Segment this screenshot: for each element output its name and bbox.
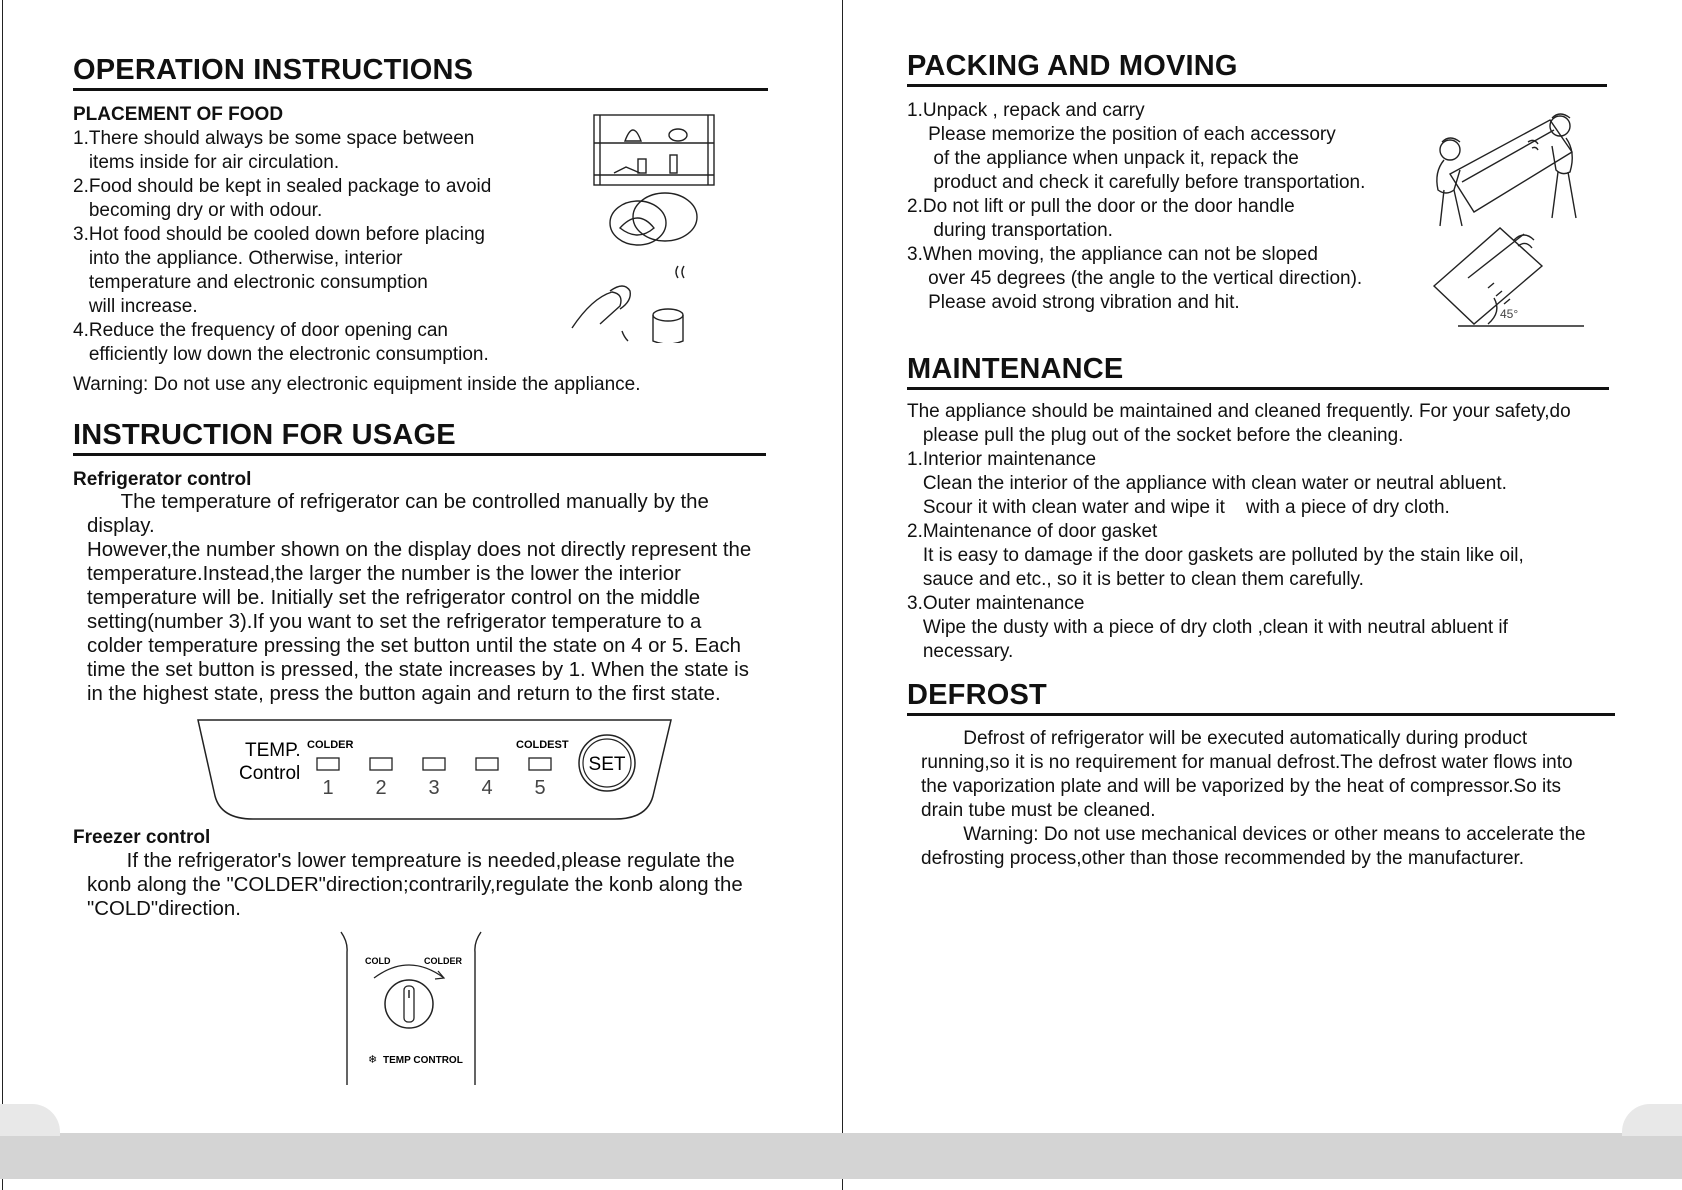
refrigerator-control-text — [87, 490, 751, 706]
knob-colder-label: COLDER — [424, 956, 462, 966]
footer-tab-right — [1622, 1104, 1682, 1136]
knob-cold-label: COLD — [365, 956, 391, 966]
maintenance-line: The appliance should be maintained and cleaned frequently. For your safety,do — [907, 401, 1571, 422]
packing-line: 2.Do not lift or pull the door or the door handle — [907, 196, 1295, 217]
defrost-heading: DEFROST — [907, 678, 1615, 716]
panel-number-2: 2 — [375, 777, 387, 799]
placement-line: will increase. — [73, 296, 198, 317]
maintenance-line: It is easy to damage if the door gaskets are polluted by the stain like oil, — [907, 545, 1524, 566]
placement-line: efficiently low down the electronic consumption. — [73, 344, 489, 365]
food-placement-illustration — [570, 113, 720, 343]
knob-dial — [385, 980, 433, 1028]
knob-panel-left-edge — [341, 932, 347, 1085]
panel-number-5: 5 — [534, 777, 546, 799]
panel-level-indicator-4 — [476, 758, 498, 770]
maintenance-line: necessary. — [907, 641, 1014, 662]
movers-carrying-fridge-illustration — [1432, 112, 1582, 232]
defrost-line: Defrost of refrigerator will be executed automatically during product — [921, 728, 1528, 749]
maintenance-heading: MAINTENANCE — [907, 352, 1609, 390]
placement-line: 3.Hot food should be cooled down before placing — [73, 224, 485, 245]
placement-line: into the appliance. Otherwise, interior — [73, 248, 403, 269]
placement-line: 2.Food should be kept in sealed package to avoid — [73, 176, 492, 197]
placement-list — [73, 127, 491, 367]
freezer-knob-diagram — [338, 930, 484, 1086]
maintenance-line: 1.Interior maintenance — [907, 449, 1097, 470]
panel-level-indicator-3 — [423, 758, 445, 770]
maintenance-line: sauce and etc., so it is better to clean them carefully. — [907, 569, 1364, 590]
placement-line: becoming dry or with odour. — [73, 200, 323, 221]
fridge-line: temperature.Instead,the larger the number is the lower the interior — [87, 563, 681, 585]
panel-level-indicator-2 — [370, 758, 392, 770]
panel-coldest-label: COLDEST — [516, 739, 569, 751]
freezer-line: If the refrigerator's lower tempreature is needed,please regulate the — [87, 850, 735, 872]
packing-line: 1.Unpack , repack and carry — [907, 100, 1145, 121]
packing-line: Please avoid strong vibration and hit. — [907, 292, 1240, 313]
defrost-text — [921, 727, 1586, 871]
packing-and-moving-heading: PACKING AND MOVING — [907, 49, 1607, 87]
placement-line: 1.There should always be some space between — [73, 128, 475, 149]
instruction-for-usage-heading: INSTRUCTION FOR USAGE — [73, 418, 766, 456]
center-fold-divider — [842, 0, 843, 1190]
defrost-line: the vaporization plate and will be vaporized by the heat of compressor.So its — [921, 776, 1562, 797]
panel-number-4: 4 — [481, 777, 493, 799]
placement-of-food-subheading: PLACEMENT OF FOOD — [73, 104, 284, 125]
maintenance-line: Scour it with clean water and wipe it with a piece of dry cloth. — [907, 497, 1450, 518]
packing-line: over 45 degrees (the angle to the vertical direction). — [907, 268, 1363, 289]
snowflake-icon: ❄ — [368, 1054, 378, 1066]
maintenance-line: Clean the interior of the appliance with clean water or neutral abluent. — [907, 473, 1507, 494]
defrost-line: running,so it is no requirement for manual defrost.The defrost water flows into — [921, 752, 1573, 773]
defrost-line: drain tube must be cleaned. — [921, 800, 1156, 821]
fridge-line: in the highest state, press the button again and return to the first state. — [87, 683, 721, 705]
footer-band — [0, 1133, 1682, 1179]
electronic-equipment-warning: Warning: Do not use any electronic equipment inside the appliance. — [73, 374, 641, 395]
set-button-label: SET — [588, 754, 626, 775]
freezer-control-subheading: Freezer control — [73, 827, 211, 848]
packing-line: 3.When moving, the appliance can not be sloped — [907, 244, 1318, 265]
tilt-angle-label: 45° — [1500, 307, 1519, 321]
panel-number-3: 3 — [428, 777, 440, 799]
fridge-line: time the set button is pressed, the state increases by 1. When the state is — [87, 659, 749, 681]
temp-control-panel-diagram — [195, 718, 675, 824]
panel-number-1: 1 — [322, 777, 334, 799]
freezer-line: konb along the "COLDER"direction;contrarily,regulate the konb along the — [87, 874, 743, 896]
maintenance-line: Wipe the dusty with a piece of dry cloth ,clean it with neutral abluent if — [907, 617, 1508, 638]
panel-temp-label: TEMP. — [245, 740, 301, 761]
placement-line: items inside for air circulation. — [73, 152, 340, 173]
placement-line: temperature and electronic consumption — [73, 272, 428, 293]
fridge-line: display. — [87, 515, 155, 537]
maintenance-line: 3.Outer maintenance — [907, 593, 1085, 614]
defrost-line: Warning: Do not use mechanical devices or other means to accelerate the — [921, 824, 1586, 845]
operation-instructions-heading: OPERATION INSTRUCTIONS — [73, 53, 768, 91]
panel-level-indicator-1 — [317, 758, 339, 770]
knob-temp-control-label: TEMP CONTROL — [383, 1055, 463, 1066]
placement-line: 4.Reduce the frequency of door opening can — [73, 320, 448, 341]
knob-direction-arc — [374, 965, 444, 978]
fridge-line: setting(number 3).If you want to set the refrigerator temperature to a — [87, 611, 702, 633]
freezer-control-text — [87, 849, 743, 921]
refrigerator-control-subheading: Refrigerator control — [73, 469, 252, 490]
packing-line: during transportation. — [907, 220, 1113, 241]
knob-panel-right-edge — [475, 932, 481, 1085]
packing-line: of the appliance when unpack it, repack the — [907, 148, 1299, 169]
maintenance-line: please pull the plug out of the socket before the cleaning. — [907, 425, 1404, 446]
fridge-line: The temperature of refrigerator can be controlled manually by the — [87, 491, 709, 513]
fridge-line: However,the number shown on the display does not directly represent the — [87, 539, 752, 561]
page-left-edge — [2, 0, 3, 1190]
packing-line: Please memorize the position of each accessory — [907, 124, 1336, 145]
packing-text — [907, 99, 1365, 315]
maintenance-text — [907, 400, 1571, 664]
packing-line: product and check it carefully before transportation. — [907, 172, 1366, 193]
freezer-line: "COLD"direction. — [87, 898, 241, 920]
maintenance-line: 2.Maintenance of door gasket — [907, 521, 1158, 542]
tilted-fridge-45-degree-illustration — [1428, 226, 1588, 330]
fridge-line: colder temperature pressing the set button until the state on 4 or 5. Each — [87, 635, 742, 657]
panel-control-label: Control — [239, 763, 301, 784]
fridge-line: temperature will be. Initially set the refrigerator control on the middle — [87, 587, 701, 609]
footer-tab-left — [0, 1104, 60, 1136]
panel-level-indicator-5 — [529, 758, 551, 770]
defrost-line: defrosting process,other than those recommended by the manufacturer. — [921, 848, 1525, 869]
panel-colder-label: COLDER — [307, 739, 354, 751]
